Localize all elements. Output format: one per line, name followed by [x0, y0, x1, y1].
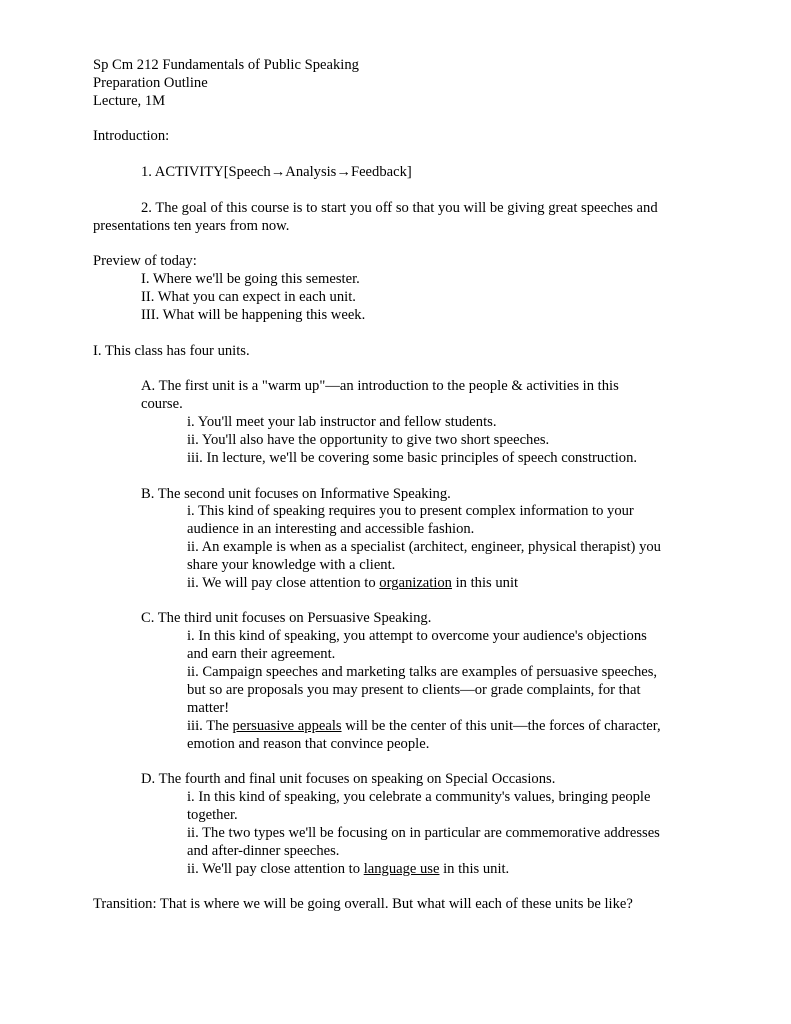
- section-heading: I. This class has four units.: [93, 343, 250, 359]
- document-type: Preparation Outline: [93, 75, 208, 91]
- unit-d-sub-iii-pre: ii. We'll pay close attention to: [187, 861, 364, 877]
- unit-b-sub-i-line1: i. This kind of speaking requires you to present complex information to your: [187, 503, 634, 519]
- unit-b-sub-ii-line1: ii. An example is when as a specialist (architect, engineer, physical therapist) you: [187, 539, 661, 555]
- unit-d-sub-i-line1: i. In this kind of speaking, you celebrate a community's values, bringing people: [187, 789, 651, 805]
- unit-d-sub-ii-line2: and after-dinner speeches.: [187, 843, 340, 859]
- unit-d-sub-iii: [187, 860, 509, 878]
- unit-c-heading: C. The third unit focuses on Persuasive Speaking.: [141, 610, 432, 626]
- unit-b-sub-i-line2: audience in an interesting and accessible fashion.: [187, 521, 475, 537]
- intro-point-goal-line1: 2. The goal of this course is to start you off so that you will be giving great speeches and: [141, 200, 658, 216]
- unit-d-heading: D. The fourth and final unit focuses on speaking on Special Occasions.: [141, 771, 556, 787]
- unit-c-sub-iii-pre: iii. The: [187, 718, 233, 734]
- lecture-label: Lecture, 1M: [93, 93, 166, 109]
- unit-a-sub-iii: iii. In lecture, we'll be covering some basic principles of speech construction.: [187, 450, 638, 466]
- unit-c-sub-ii-line3: matter!: [187, 700, 230, 716]
- unit-a-heading-line2: course.: [141, 396, 183, 412]
- unit-c-sub-i-line2: and earn their agreement.: [187, 646, 336, 662]
- unit-b-underlined-term: organization: [379, 575, 452, 591]
- intro-point-activity: 1. ACTIVITY[Speech→Analysis→Feedback]: [141, 164, 412, 180]
- unit-a-sub-ii: ii. You'll also have the opportunity to give two short speeches.: [187, 432, 550, 448]
- unit-c-sub-ii-line2: but so are proposals you may present to clients—or grade complaints, for that: [187, 682, 641, 698]
- unit-b-sub-ii-line2: share your knowledge with a client.: [187, 557, 396, 573]
- unit-d-sub-i-line2: together.: [187, 807, 238, 823]
- unit-d-underlined-term: language use: [363, 861, 440, 877]
- preview-item: III. What will be happening this week.: [141, 307, 366, 323]
- unit-d-sub-iii-post: in this unit.: [439, 861, 510, 877]
- unit-a-sub-i: i. You'll meet your lab instructor and fellow students.: [187, 414, 497, 430]
- preview-heading: Preview of today:: [93, 253, 197, 269]
- unit-b-sub-iii-post: in this unit: [451, 575, 519, 591]
- unit-d-sub-ii-line1: ii. The two types we'll be focusing on in particular are commemorative addresses: [187, 825, 660, 841]
- unit-c-sub-i-line1: i. In this kind of speaking, you attempt to overcome your audience's objections: [187, 628, 647, 644]
- unit-c-sub-iii-post: will be the center of this unit—the forces of character,: [341, 718, 661, 734]
- unit-b-sub-iii: [187, 574, 518, 592]
- transition-text: Transition: That is where we will be going overall. But what will each of these units be like?: [93, 896, 633, 912]
- unit-c-sub-iii: [187, 717, 661, 735]
- course-title: Sp Cm 212 Fundamentals of Public Speaking: [93, 57, 359, 73]
- unit-a-heading-line1: A. The first unit is a "warm up"—an introduction to the people & activities in this: [141, 378, 619, 394]
- introduction-heading: Introduction:: [93, 128, 170, 144]
- preview-item: II. What you can expect in each unit.: [141, 289, 356, 305]
- unit-b-sub-iii-pre: ii. We will pay close attention to: [187, 575, 380, 591]
- unit-c-sub-iii-line2: emotion and reason that convince people.: [187, 736, 430, 752]
- unit-c-underlined-term: persuasive appeals: [232, 718, 342, 734]
- preview-item: I. Where we'll be going this semester.: [141, 271, 360, 287]
- intro-point-goal-line2: presentations ten years from now.: [93, 218, 290, 234]
- unit-c-sub-ii-line1: ii. Campaign speeches and marketing talks are examples of persuasive speeches,: [187, 664, 658, 680]
- unit-b-heading: B. The second unit focuses on Informative Speaking.: [141, 486, 451, 502]
